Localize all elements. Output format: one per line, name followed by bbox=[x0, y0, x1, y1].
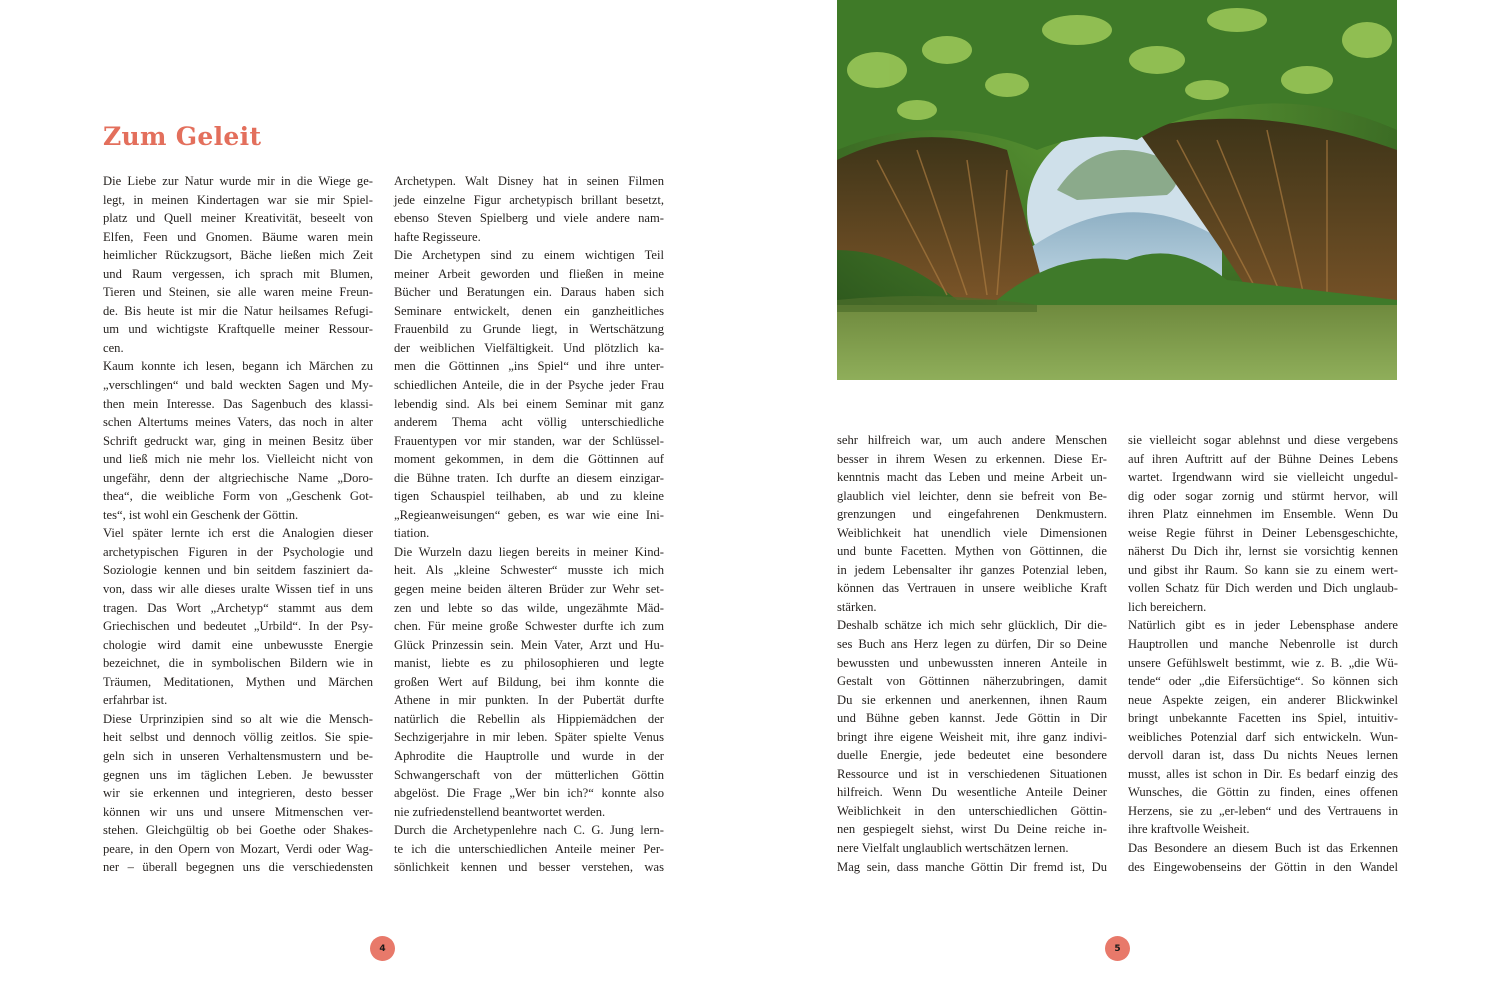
text-line: bringt unbekannte Facetten ins Spiel, intuitiv- bbox=[1128, 711, 1398, 726]
grass-lawn bbox=[837, 305, 1397, 380]
text-line: weibliches Potenzial darf sich entwickeln. Wun- bbox=[1128, 729, 1398, 744]
text-line: Mag sein, dass manche Göttin Dir fremd ist, Du bbox=[837, 859, 1107, 874]
text-line: archetypischen Figuren in der Psychologie und bbox=[103, 544, 373, 559]
text-line: ihre kraftvolle Weisheit. bbox=[1128, 822, 1250, 837]
text-line: stärken. bbox=[837, 599, 877, 614]
text-column-4 bbox=[1128, 431, 1398, 876]
text-line: Elfen, Feen und Gnomen. Bäume waren mein bbox=[103, 229, 373, 244]
text-line: ses Buch ans Herz legen zu dürfen, Dir so Deine bbox=[837, 637, 1107, 652]
text-line: sie vielleicht sogar ablehnst und diese vergebens bbox=[1128, 433, 1398, 447]
text-line: wartet. Irgendwann wird sie vielleicht ungedul- bbox=[1128, 470, 1398, 485]
text-line: nere Vielfalt unglaublich wertschätzen lernen. bbox=[837, 841, 1069, 856]
text-line: chen. Für meine große Schwester durfte ich zum bbox=[394, 619, 664, 634]
text-line: Schwangerschaft von der mütterlichen Göttin bbox=[394, 767, 664, 782]
text-line: nie zufriedenstellend beantwortet werden. bbox=[394, 804, 606, 819]
text-line: Weiblichkeit hat unendlich viele Dimensionen bbox=[837, 525, 1107, 540]
text-line: jede einzelne Figur archetypisch brillant besetzt, bbox=[394, 192, 664, 207]
text-line: hafte Regisseure. bbox=[394, 229, 481, 244]
text-line: manist, liebte es zu philosophieren und legte bbox=[394, 656, 664, 671]
page-number-badge: 4 bbox=[370, 936, 395, 961]
text-line: Natürlich gibt es in jeder Lebensphase andere bbox=[1128, 618, 1398, 633]
text-line: besser in ihrem Wesen zu erkennen. Diese Er- bbox=[837, 451, 1107, 466]
text-line: Schrift gedruckt war, ging in meinen Besitz über bbox=[103, 433, 373, 448]
text-line: duelle Energie, jede bedeutet eine besondere bbox=[837, 748, 1107, 763]
text-line: Frauentypen vor mir standen, war der Schlüssel- bbox=[394, 433, 664, 448]
text-line: Gestalt von Göttinnen näherzubringen, damit bbox=[837, 674, 1107, 689]
text-line: cen. bbox=[103, 340, 124, 355]
text-line: können wir uns und unsere Mitmenschen ver- bbox=[103, 804, 373, 819]
text-line: und ließ mich nie mehr los. Vielleicht nicht von bbox=[103, 452, 373, 467]
right-page bbox=[750, 0, 1500, 999]
text-line: Herzens, sie zu „er-leben“ und des Vertrauens in bbox=[1128, 803, 1398, 818]
text-line: Kaum konnte ich lesen, begann ich Märchen zu bbox=[103, 359, 373, 374]
text-line: heit. Als „kleine Schwester“ musste ich mich bbox=[394, 563, 664, 578]
text-line: und Bühne geben kannst. Jede Göttin in Dir bbox=[837, 711, 1107, 726]
text-line: schen Altertums meines Vaters, das noch in alter bbox=[103, 415, 373, 430]
text-line: ner – überall begegnen uns die verschiedensten bbox=[103, 860, 373, 875]
text-line: Das Besondere an diesem Buch ist das Erkennen bbox=[1128, 841, 1398, 856]
tree-arch-lake-photo bbox=[837, 0, 1397, 380]
text-column-2 bbox=[394, 172, 664, 877]
text-line: gegnen uns im täglichen Leben. Je bewusster bbox=[103, 767, 373, 782]
text-line: men die Göttinnen „ins Spiel“ und ihre unter- bbox=[394, 359, 664, 374]
text-line: Soziologie kennen und bin seitdem fasziniert da- bbox=[103, 563, 373, 578]
page-number-badge: 5 bbox=[1105, 936, 1130, 961]
text-line: zen und lebte so das wilde, ungezähmte Mäd- bbox=[394, 600, 664, 615]
text-line: kenntnis macht das Leben und meine Arbeit un- bbox=[837, 470, 1107, 485]
text-line: tende“ oder „die Eifersüchtige“. So können sich bbox=[1128, 674, 1398, 689]
text-line: Archetypen. Walt Disney hat in seinen Filmen bbox=[394, 174, 664, 188]
text-line: Frauenbild zu Grunde liegt, in Wertschätzung bbox=[394, 322, 664, 337]
text-line: Bücher und Beratungen ein. Daraus haben sich bbox=[394, 285, 664, 300]
text-line: ihren Platz einnehmen im Ensemble. Wenn Du bbox=[1128, 507, 1398, 522]
text-line: platz und Quell meiner Kreativität, beseelt von bbox=[103, 211, 373, 226]
text-line: nen gespiegelt siehst, wirst Du Deine reiche in- bbox=[837, 822, 1107, 837]
text-line: anderem Thema acht völlig unterschiedliche bbox=[394, 415, 664, 430]
text-line: geln sich in unseren Verhaltensmustern und be- bbox=[103, 748, 373, 763]
text-line: „Regieanweisungen“ geben, es war wie eine Ini- bbox=[394, 507, 664, 522]
text-line: Sechzigerjahre in mir leben. Später spielte Venus bbox=[394, 730, 664, 745]
text-line: weise Regie führst in Deiner Lebensgeschichte, bbox=[1128, 525, 1398, 540]
text-line: Die Liebe zur Natur wurde mir in die Wiege ge- bbox=[103, 174, 373, 188]
text-line: und bunte Facetten. Mythen von Göttinnen, die bbox=[837, 544, 1107, 559]
text-line: then mein Interesse. Das Sagenbuch des klassi- bbox=[103, 396, 373, 411]
text-line: hilfreich. Wenn Du wesentliche Anteile Deiner bbox=[837, 785, 1107, 800]
text-line: Aphrodite die Hauptrolle und wurde in der bbox=[394, 748, 664, 763]
text-line: abgelöst. Die Frage „Wer bin ich?“ konnte also bbox=[394, 786, 664, 801]
text-line: großen Wert auf Bildung, bei ihm konnte die bbox=[394, 674, 664, 689]
text-line: heimlicher Rückzugsort, Bäche ließen mich Zeit bbox=[103, 248, 373, 263]
text-line: Weiblichkeit in den unterschiedlichen Göttin- bbox=[837, 803, 1107, 818]
text-line: sehr hilfreich war, um auch andere Menschen bbox=[837, 433, 1107, 447]
text-line: Du sie erkennen und anerkennen, ihnen Raum bbox=[837, 692, 1107, 707]
text-line: dig oder sogar zornig und stürmt hervor, will bbox=[1128, 488, 1398, 503]
text-line: wir sie erkennen und integrieren, desto besser bbox=[103, 786, 373, 801]
chapter-title: Zum Geleit bbox=[103, 122, 262, 151]
text-line: und Raum vergessen, ich sprach mit Blumen, bbox=[103, 266, 373, 281]
text-line: in jedem Lebensalter ihr ganzes Potenzial leben, bbox=[837, 562, 1107, 577]
text-line: chologie wird damit eine unbewusste Energie bbox=[103, 637, 373, 652]
text-line: die Bühne traten. Ich durfte an diesem einzigar- bbox=[394, 470, 664, 485]
text-line: legt, in meinen Kindertagen war sie mir Spiel- bbox=[103, 192, 373, 207]
text-line: tragen. Das Wort „Archetyp“ stammt aus dem bbox=[103, 600, 373, 615]
text-line: Deshalb schätze ich mich sehr glücklich, Dir die- bbox=[837, 618, 1107, 633]
text-line: natürlich die Rebellin als Hippiemädchen der bbox=[394, 711, 664, 726]
text-line: grenzungen und eingefahrenen Denkmustern. bbox=[837, 507, 1107, 522]
text-line: ebenso Steven Spielberg und viele andere nam- bbox=[394, 211, 664, 226]
text-line: lich bereichern. bbox=[1128, 599, 1207, 614]
text-line: tigen Schauspiel teilhaben, ab und zu kleine bbox=[394, 489, 664, 504]
text-line: bringt ihre eigene Weisheit mit, ihre ganz indivi- bbox=[837, 729, 1107, 744]
text-line: tes“, ist wohl ein Geschenk der Göttin. bbox=[103, 507, 299, 522]
text-line: Wunsches, die Göttin zu finden, eines offenen bbox=[1128, 785, 1398, 800]
text-line: thea“, die weibliche Form von „Geschenk Got- bbox=[103, 489, 373, 504]
text-line: können das Vertrauen in unsere weibliche Kraft bbox=[837, 581, 1107, 596]
text-line: erfahrbar ist. bbox=[103, 693, 168, 708]
text-line: des Eingewobenseins der Göttin in den Wandel bbox=[1128, 859, 1398, 874]
text-line: ungefähr, denn der altgriechische Name „Doro- bbox=[103, 470, 373, 485]
text-line: Durch die Archetypenlehre nach C. G. Jung lern- bbox=[394, 823, 664, 838]
text-line: Athene in mir punkten. In der Pubertät durfte bbox=[394, 693, 664, 708]
text-line: um und wichtigste Kraftquelle meiner Ressour- bbox=[103, 322, 373, 337]
text-column-1 bbox=[103, 172, 373, 877]
text-line: moment gekommen, in dem die Göttinnen auf bbox=[394, 452, 664, 467]
text-line: glaublich viel leichter, denn sie befreit von Be- bbox=[837, 488, 1107, 503]
text-line: von, dass wir alle dieses uralte Wissen tief in uns bbox=[103, 582, 373, 597]
text-line: bezeichnet, die in symbolischen Bildern wie in bbox=[103, 656, 373, 671]
text-line: stehen. Gleichgültig ob bei Goethe oder Shakes- bbox=[103, 823, 373, 838]
text-line: Die Wurzeln dazu liegen bereits in meiner Kind- bbox=[394, 544, 664, 559]
text-line: „verschlingen“ und bald weckten Sagen und My- bbox=[103, 378, 373, 393]
text-line: peare, in den Opern von Mozart, Verdi oder Wag- bbox=[103, 841, 373, 856]
text-line: lebendig sind. Als bei einem Seminar mit ganz bbox=[394, 396, 664, 411]
text-line: Die Archetypen sind zu einem wichtigen Teil bbox=[394, 248, 664, 263]
text-line: der weiblichen Vielfältigkeit. Und plötzlich ka- bbox=[394, 340, 664, 355]
text-line: näherst Du Dich ihr, lernst sie vorsichtig kennen bbox=[1128, 544, 1398, 559]
text-line: neue Aspekte zeigen, ein anderer Blickwinkel bbox=[1128, 692, 1398, 707]
text-line: meiner Arbeit geworden und fließen in meine bbox=[394, 266, 664, 281]
text-line: tiation. bbox=[394, 526, 430, 541]
text-line: schiedlichen Anteile, die in der Psyche jeder Frau bbox=[394, 378, 664, 393]
text-line: auf ihren Auftritt auf der Bühne Deines Lebens bbox=[1128, 451, 1398, 466]
text-line: bewussten und unbewussten inneren Anteile in bbox=[837, 655, 1107, 670]
text-line: und gibst ihr Raum. So kann sie zu einem wert- bbox=[1128, 562, 1398, 577]
text-line: Ressource und ist in verschiedenen Situationen bbox=[837, 766, 1107, 781]
text-line: dervoll daran ist, dass Du nichts Neues lernen bbox=[1128, 748, 1398, 763]
text-line: Träumen, Meditationen, Mythen und Märchen bbox=[103, 674, 373, 689]
text-line: Seminare entwickelt, denen ein ganzheitliches bbox=[394, 303, 664, 318]
text-line: Griechischen und bedeutet „Urbild“. In der Psy- bbox=[103, 619, 373, 634]
text-line: Viel später lernte ich erst die Analogien dieser bbox=[103, 526, 373, 541]
text-line: Glück Prinzessin sein. Mein Vater, Arzt und Hu- bbox=[394, 637, 664, 652]
text-line: musst, alles ist schon in Dir. Es bedarf einzig des bbox=[1128, 766, 1398, 781]
text-line: Tieren und Steinen, sie alle waren meine Freun- bbox=[103, 285, 373, 300]
text-line: Hauptrollen und manche Nebenrolle ist durch bbox=[1128, 637, 1398, 652]
text-line: gegen meine beiden älteren Brüder zur Wehr set- bbox=[394, 582, 664, 597]
text-line: unsere Gefühlswelt bestimmt, wie z. B. „die Wü- bbox=[1128, 655, 1398, 670]
text-line: Diese Urprinzipien sind so alt wie die Mensch- bbox=[103, 711, 373, 726]
text-line: heit selbst und dennoch völlig zeitlos. Sie spie- bbox=[103, 730, 373, 745]
text-line: sönlichkeit kennen und besser verstehen, was bbox=[394, 860, 664, 875]
text-line: de. Bis heute ist mir die Natur heilsames Refugi- bbox=[103, 303, 373, 318]
text-line: te ich die unterschiedlichen Anteile meiner Per- bbox=[394, 841, 664, 856]
text-column-3 bbox=[837, 431, 1107, 876]
text-line: vollen Schatz für Dich werden und Dich unglaub- bbox=[1128, 581, 1398, 596]
